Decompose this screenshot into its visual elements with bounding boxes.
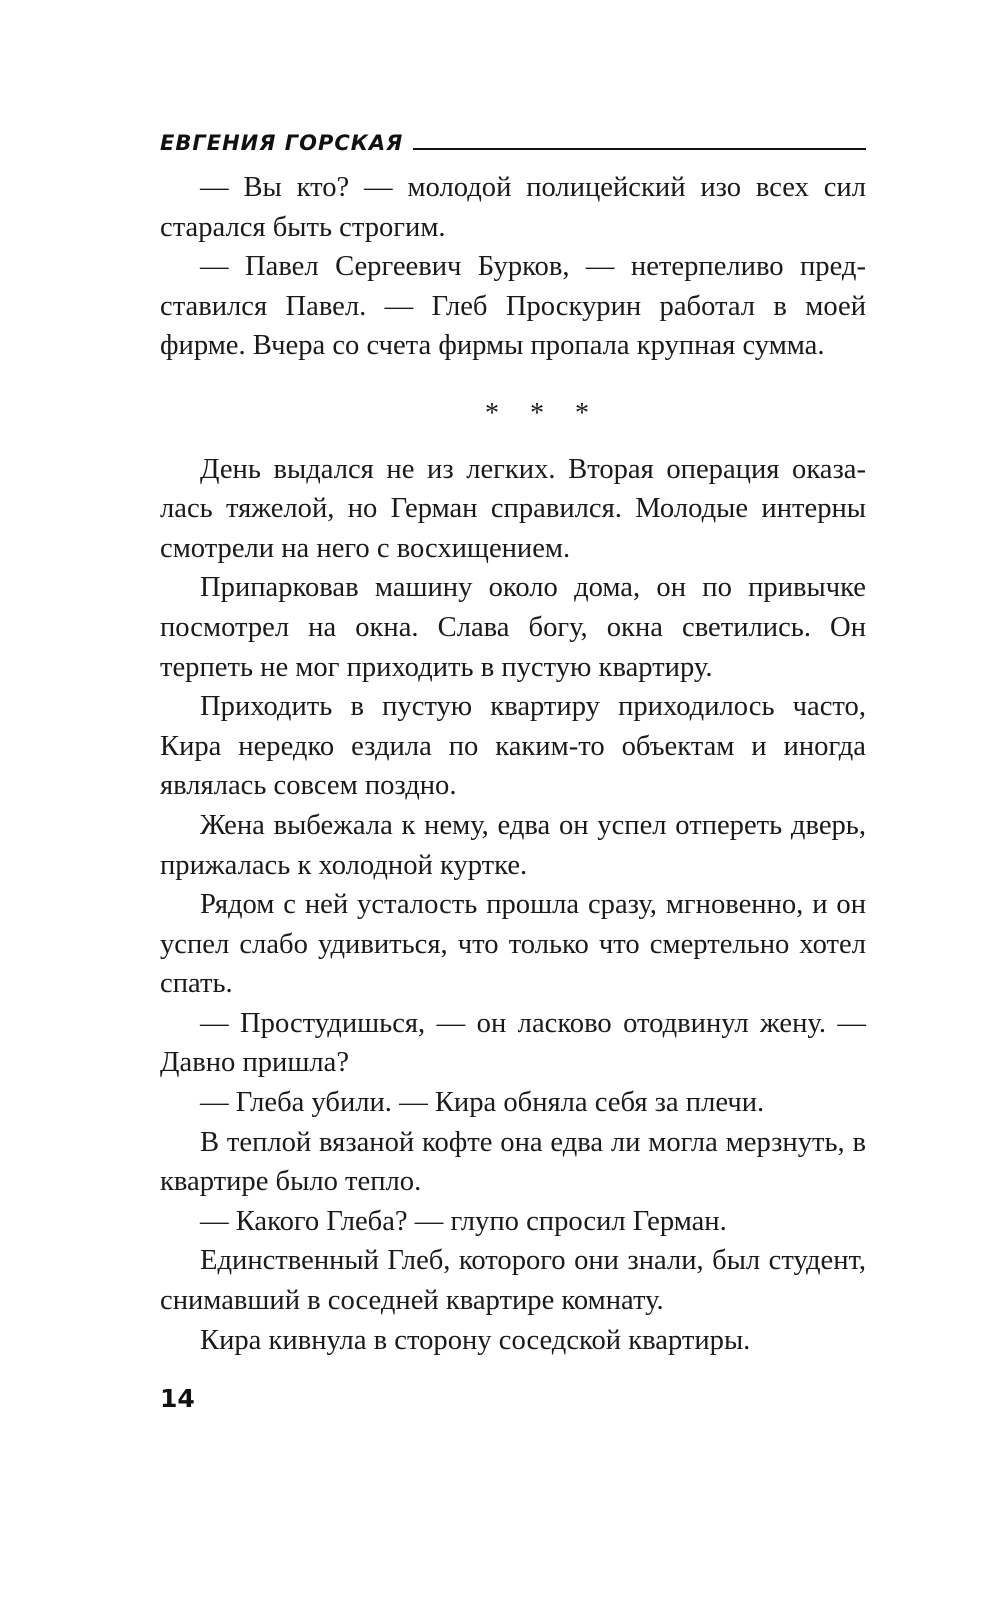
paragraph: — Глеба убили. — Кира обняла себя за плечи. [200,1087,765,1119]
paragraph: — Вы кто? — молодой полицейский изо всех сил старался быть строгим. [160,172,866,243]
header-rule [413,148,866,150]
paragraph: — Какого Глеба? — глупо спросил Герман. [200,1205,727,1237]
scene-break: * * * [485,397,601,429]
paragraph: Жена выбежала к нему, едва он успел отпереть дверь, прижалась к холодной куртке. [160,809,866,881]
paragraph: Приходить в пустую квартиру приходилось часто, Кира нередко ездила по каким-то объектам и иногда являлась совсем поздно. [160,691,866,802]
paragraph: Кира кивнула в сторону соседской квартиры. [200,1324,751,1356]
paragraph: — Павел Сергеевич Бурков, — нетерпеливо представился Павел. — Глеб Проскурин работал в моей фирме. Вчера со счета фирмы пропала крупная сумма. [160,251,866,362]
paragraph: Припарковав машину около дома, он по привычке посмотрел на окна. Слава богу, окна светились. Он терпеть не мог приходить в пустую квартиру. [160,572,866,683]
author-name: ЕВГЕНИЯ ГОРСКАЯ [160,131,404,155]
paragraph: Единственный Глеб, которого они знали, был студент, снимавший в соседней квартире комнату. [160,1245,866,1317]
paragraph: В теплой вязаной кофте она едва ли могла мерзнуть, в квартире было тепло. [160,1126,866,1198]
paragraph: Рядом с ней усталость прошла сразу, мгновенно, и он успел слабо удивиться, что только что смертельно хотел спать. [160,889,866,1000]
book-page [160,118,866,1360]
body-text [160,168,866,1360]
paragraph: — Простудишься, — он ласково отодвинул жену. — Давно пришла? [160,1007,866,1079]
page-number: 14 [160,1384,195,1413]
running-head [160,118,866,154]
paragraph: День выдался не из легких. Вторая операция оказалась тяжелой, но Герман справился. Молодые интерны смотрели на него с восхищением. [160,453,866,564]
